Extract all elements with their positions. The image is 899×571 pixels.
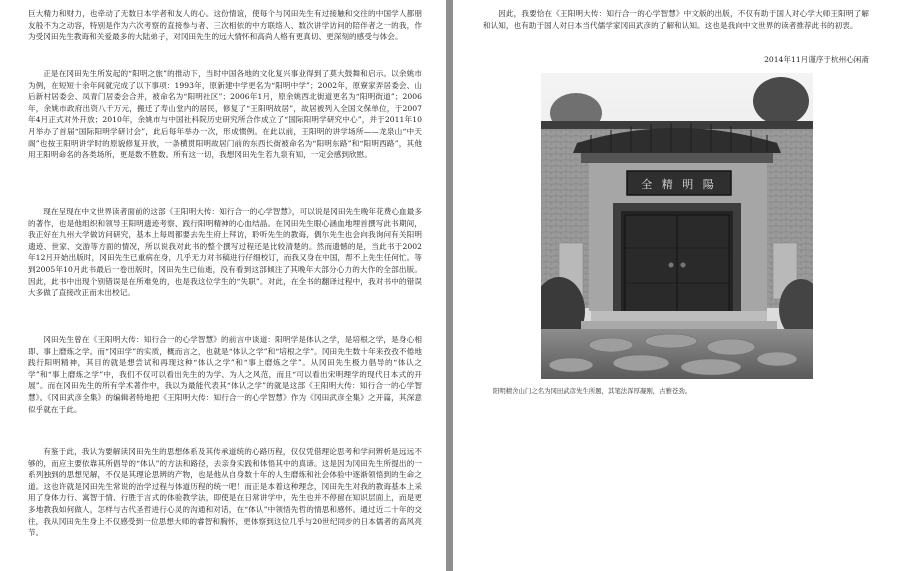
- photo-caption: 阳明精舍山门之名为冈田武彦先生所题，其笔法浑厚凝刚，古雅苍劲。: [493, 387, 692, 395]
- gate-photo: [541, 73, 813, 379]
- plaque-text: 全 精 明 陽: [641, 178, 717, 191]
- paragraph-4: 冈田先生曾在《王阳明大传：知行合一的心学智慧》的前言中谈道：阳明学是体认之学，是培根之学，是身心相即、事上磨炼之学。而“冈田学”的实质，概而言之，也就是“体认之学”和“培根之学”。冈田先生数十年来孜孜不倦地践行阳明精神，其目的就是想尝试和再现这种“体认之学”和“事上磨炼之学”。从冈田先生极力倡导的“体认之学”和“事上磨炼之学”中，我们不仅可以看出先生的为学、为人之风范，而且“可以看出宋明理学的现代日本式的开展”。而在冈田先生的所有学术著作中，我以为最能代表其“体认之学”的就是这部《王阳明大传：知行合一的心学智慧》。《冈田武彦全集》的编辑者特地把《王阳明大传：知行合一的心学智慧》作为《冈田武彦全集》之开篇，其深意似乎就在于此。: [28, 335, 422, 414]
- left-page: [0, 0, 446, 571]
- paragraph-1: 巨大精力和财力，也牵动了无数日本学者和友人的心。这份情谊，使每个与冈田先生有过接触和交往的中国学人都朋友般不为之动容，特别是作为六次考察的直接参与者、三次相依的中方联络人、数次讲学访问的陪伴者之一的我，作为受冈田先生教诲和关爱最多的大陆弟子，对冈田先生的远大情怀和高尚人格有更真切、更深刻的感受与体会。: [28, 9, 422, 42]
- paragraph-5: 有鉴于此，我认为要解读冈田先生的思想体系及其传承道统的心路历程，仅仅凭借理论思考和学问辨析是远远不够的，而应主要依靠其所倡导的“体认”的方法和路径，去亲身实践和体悟其中的真谛。这是因为冈田先生所提出的一系列独到的思想见解，不仅是其理论思辨的产物，也是他从自身数十年的人生磨炼和社会体验中逐渐领悟到的生命之道。这也许就是冈田先生常说的治学过程与体道历程的统一吧！而正是本着这种理念，冈田先生对我的教诲基本上采用了身体力行、寓智于情、行胜于言式的体验教学法，即使是在日常讲学中，先生也并不停留在知识层面上，而是更多地教我如何做人，怎样与古代圣哲进行心灵的沟通和对话，在“体认”中领悟先哲的情思和感怀。通过近二十年的交往，我从冈田先生身上不仅感受到一位思想大师的睿智和胸怀，更体察到这位几乎与20世纪同步的日本儒者的高风亮节。: [28, 447, 422, 538]
- paragraph-2: 正是在冈田先生所发起的“阳明之旅”的推动下，当时中国各地的文化复兴事业得到了莫大鼓舞和启示。以余姚市为例，在短短十余年间就完成了以下事项：1993年，原新建中学更名为“阳明中学”；2002年，原寮家弄居委会、山后新村居委会、凤青门居委会合并，被命名为“阳明社区”；2006年1月，原余姚西北街道更名为“阳明街道”；2006年，余姚市政府出资八千万元，搬迁了寿山堂内的居民，修复了“王阳明故居”，故居被列入全国文保单位，于2007年4月正式对外开放；2010年，余姚市与中国社科院历史研究所合作成立了“国际阳明学研究中心”，并于2011年10月举办了首届“国际阳明学研讨会”，此后每年举办一次，形成惯例。在此以前，王阳明的讲学场所——龙泉山“中天阁”也按王阳明讲学时的原貌修复开放，一条横贯阳明故居门前的东西长街被命名为“阳明东路”和“阳明西路”，其他用王阳明命名的各类场所，更是数不胜数。所有这一切，我想冈田先生若九泉有知，一定会感到欣慰。: [28, 69, 422, 160]
- paragraph-right-1: 因此，我要恰在《王阳明大传：知行合一的心学智慧》中文版的出版，不仅有助于国人对心学大师王阳明了解和认知，也有助于国人对日本当代儒学家冈田武彦的了解和认知。这也是我向中文世界的读者推荐此书的初衷。: [483, 9, 869, 30]
- paragraph-3: 现在呈现在中文世界读者面前的这部《王阳明大传：知行合一的心学智慧》，可以说是冈田先生晚年花费心血最多的著作，也是他组织和领导王阳明遗迹考察、践行阳明精神的心血结晶。在冈田先生眼心涵血地埋首撰写此书期间，我正好在九州大学做访问研究，基本上每周都要去先生府上拜访，聆听先生的教诲，偶尔先生也会向我询问有关阳明遗迹、世家、交游等方面的情况，所以说我对此书的整个撰写过程还是比较清楚的。然而遗憾的是，当此书于2002年12月开始出版时，冈田先生已重病在身，几乎无力对书稿进行仔细校订，而我又身在中国，帮不上先生任何忙。等到2005年10月此书最后一卷出版时，冈田先生已仙逝，没有看到这部倾注了其晚年大部分心力的大作的全部出版。因此，此书中出现个别错误是在所难免的，也是我这位学生的“失职”。对此，在全书的翻译过程中，我对书中的错误大多做了直接改正而未出校记。: [28, 207, 422, 298]
- right-page: [453, 0, 899, 571]
- signature-date: 2014年11月谨序于杭州心闲斋: [764, 55, 869, 64]
